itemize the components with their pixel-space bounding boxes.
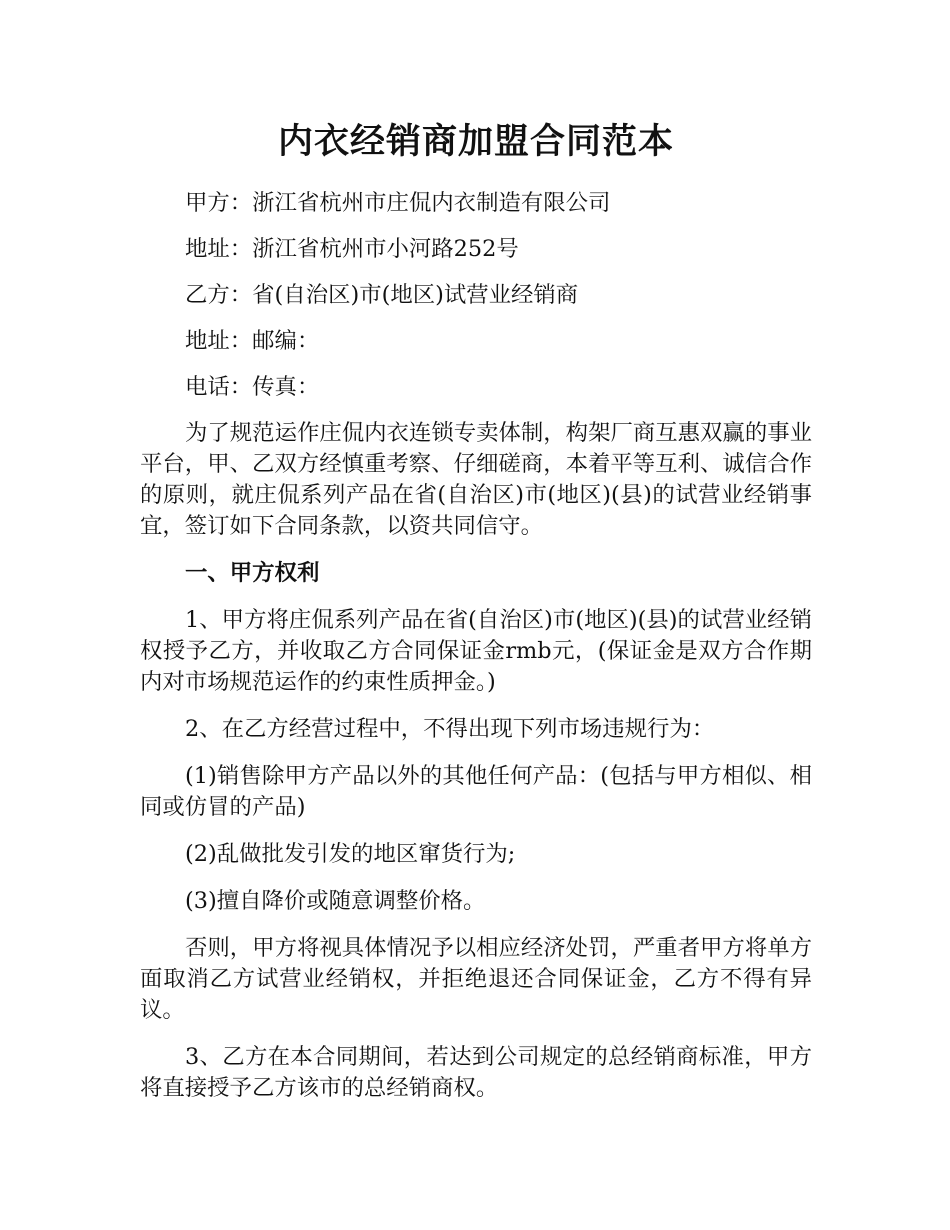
penalty-paragraph: 否则，甲方将视具体情况予以相应经济处罚，严重者甲方将单方面取消乙方试营业经销权，并拒绝退还合同保证金，乙方不得有异议。 xyxy=(140,935,812,1023)
party-b: 乙方：省(自治区)市(地区)试营业经销商 xyxy=(185,282,579,308)
section-heading-party-a-rights: 一、甲方权利 xyxy=(185,560,320,586)
clause-2: 2、在乙方经营过程中，不得出现下列市场违规行为： xyxy=(185,716,715,742)
document-title: 内衣经销商加盟合同范本 xyxy=(277,122,674,162)
phone-b: 电话：传真： xyxy=(185,374,320,400)
clause-2-item-2: (2)乱做批发引发的地区窜货行为; xyxy=(185,841,516,867)
clause-2-item-1: (1)销售除甲方产品以外的其他任何产品：(包括与甲方相似、相同或仿冒的产品) xyxy=(140,763,812,820)
address-a: 地址：浙江省杭州市小河路252号 xyxy=(185,236,519,262)
intro-paragraph: 为了规范运作庄侃内衣连锁专卖体制，构架厂商互惠双赢的事业平台，甲、乙双方经慎重考察、仔细磋商，本着平等互利、诚信合作的原则，就庄侃系列产品在省(自治区)市(地区)(县)的试营业经销事宜，签订如下合同条款，以资共同信守。 xyxy=(140,420,812,539)
clause-3: 3、乙方在本合同期间，若达到公司规定的总经销商标准，甲方将直接授予乙方该市的总经销商权。 xyxy=(140,1044,812,1101)
clause-2-item-3: (3)擅自降价或随意调整价格。 xyxy=(185,888,486,914)
document-page xyxy=(140,112,812,1120)
address-b: 地址：邮编： xyxy=(185,328,320,354)
clause-1: 1、甲方将庄侃系列产品在省(自治区)市(地区)(县)的试营业经销权授予乙方，并收取乙方合同保证金rmb元，(保证金是双方合作期内对市场规范运作的约束性质押金。) xyxy=(140,607,812,695)
party-a: 甲方：浙江省杭州市庄侃内衣制造有限公司 xyxy=(185,190,611,216)
